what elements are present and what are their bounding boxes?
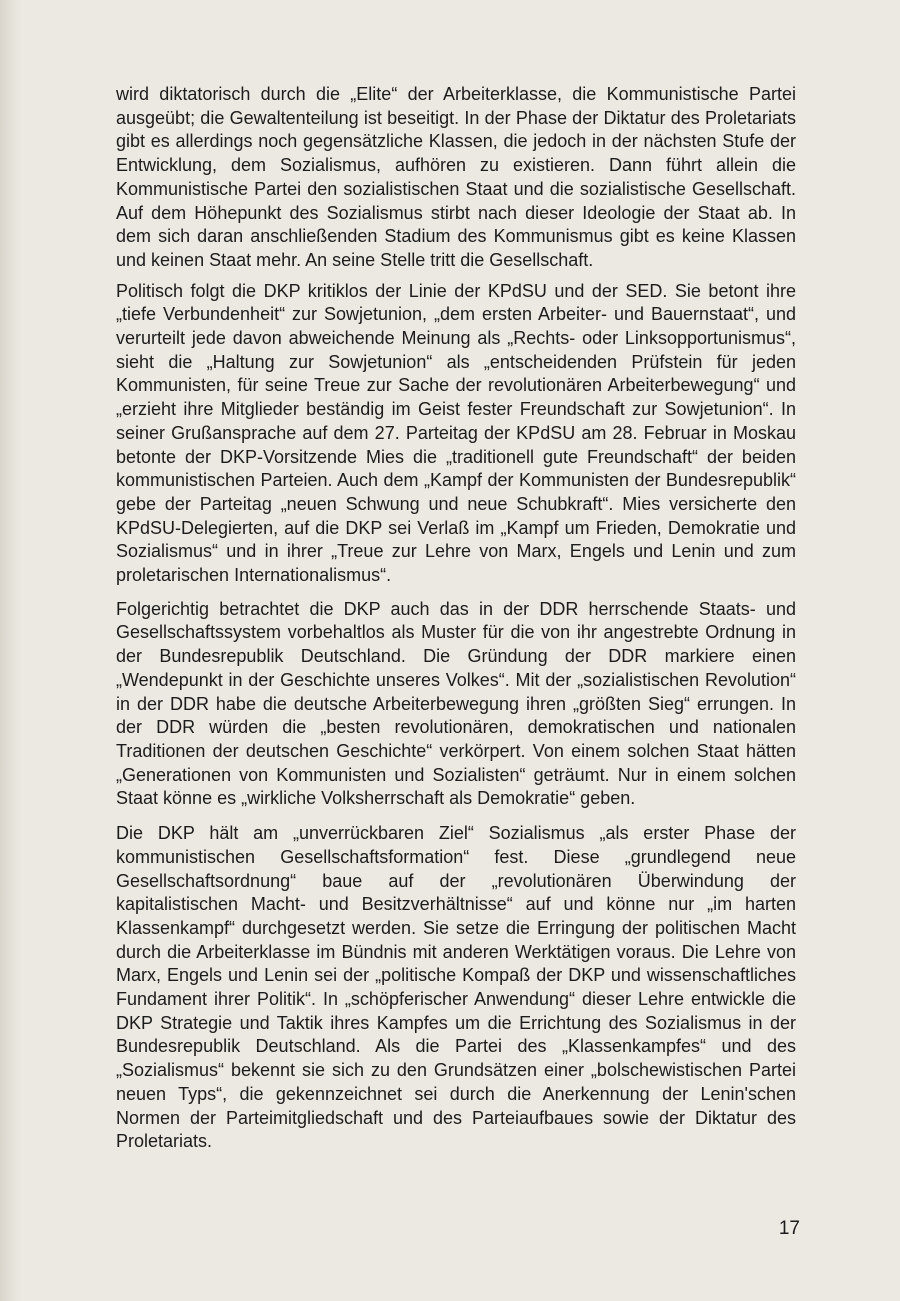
body-text [116, 83, 796, 1166]
paragraph-dictatorship: wird diktatorisch durch die „Elite“ der Arbeiterklasse, die Kommunistische Partei ausgeübt; die Gewaltenteilung ist beseitigt. In der Phase der Diktatur des Proletariats gibt es allerdings noch gegensätzliche Klassen, die jedoch in der nächsten Stufe der Entwicklung, dem Sozialismus, aufhören zu existieren. Dann führt allein die Kommunistische Partei den sozialistischen Staat und die sozialistische Gesellschaft. Auf dem Höhepunkt des Sozialismus stirbt nach dieser Ideologie der Staat ab. In dem sich daran anschließenden Stadium des Kommunismus gibt es keine Klassen und keinen Staat mehr. An seine Stelle tritt die Gesellschaft. [116, 84, 796, 270]
paragraph-socialism-goal: Die DKP hält am „unverrückbaren Ziel“ Sozialismus „als erster Phase der kommunistischen Gesellschaftsformation“ fest. Diese „grundlegend neue Gesellschaftsordnung“ baue auf der „revolutionären Überwindung der kapitalistischen Macht- und Besitzverhältnisse“ auf und könne nur „im harten Klassenkampf“ durchgesetzt werden. Sie setze die Erringung der politischen Macht durch die Arbeiterklasse im Bündnis mit anderen Werktätigen voraus. Die Lehre von Marx, Engels und Lenin sei der „politische Kompaß der DKP und wissenschaftliches Fundament ihrer Politik“. In „schöpferischer Anwendung“ dieser Lehre entwickle die DKP Strategie und Taktik ihres Kampfes um die Errichtung des Sozialismus in der Bundesrepublik Deutschland. Als die Partei des „Klassenkampfes“ und des „Sozialismus“ bekennt sie sich zu den Grundsätzen einer „bolschewistischen Partei neuen Typs“, die gekennzeichnet sei durch die Anerkennung der Lenin'schen Normen der Parteimitgliedschaft und des Parteiaufbaues sowie der Diktatur des Proletariats. [116, 823, 796, 1152]
paragraph-soviet-alignment: Politisch folgt die DKP kritiklos der Linie der KPdSU und der SED. Sie betont ihre „tiefe Verbundenheit“ zur Sowjetunion, „dem ersten Arbeiter- und Bauernstaat“, und verurteilt jede davon abweichende Meinung als „Rechts- oder Linksopportunismus“, sieht die „Haltung zur Sowjetunion“ als „entscheidenden Prüfstein für jeden Kommunisten, für seine Treue zur Sache der revolutionären Arbeiterbewegung“ und „erzieht ihre Mitglieder beständig im Geist fester Freundschaft zur Sowjetunion“. In seiner Grußansprache auf dem 27. Parteitag der KPdSU am 28. Februar in Moskau betonte der DKP-Vorsitzende Mies die „traditionell gute Freundschaft“ der beiden kommunistischen Parteien. Auch dem „Kampf der Kommunisten der Bundesrepublik“ gebe der Parteitag „neuen Schwung und neue Schubkraft“. Mies versicherte den KPdSU-Delegierten, auf die DKP sei Verlaß im „Kampf um Frieden, Demokratie und Sozialismus“ und in ihrer „Treue zur Lehre von Marx, Engels und Lenin und zum proletarischen Internationalismus“. [116, 280, 796, 586]
page-number: 17 [778, 1218, 800, 1239]
binding-edge-shadow [0, 0, 22, 1301]
paragraph-gdr-model: Folgerichtig betrachtet die DKP auch das in der DDR herrschende Staats- und Gesellschaftssystem vorbehaltlos als Muster für die von ihr angestrebte Ordnung in der Bundesrepublik Deutschland. Die Gründung der DDR markiere einen „Wendepunkt in der Geschichte unseres Volkes“. Mit der „sozialistischen Revolution“ in der DDR habe die deutsche Arbeiterbewegung ihren „größten Sieg“ errungen. In der DDR würden die „besten revolutionären, demokratischen und nationalen Traditionen der deutschen Geschichte“ verkörpert. Von einem solchen Staat hätten „Generationen von Kommunisten und Sozialisten“ geträumt. Nur in einem solchen Staat könne es „wirkliche Volksherrschaft als Demokratie“ geben. [116, 598, 796, 809]
